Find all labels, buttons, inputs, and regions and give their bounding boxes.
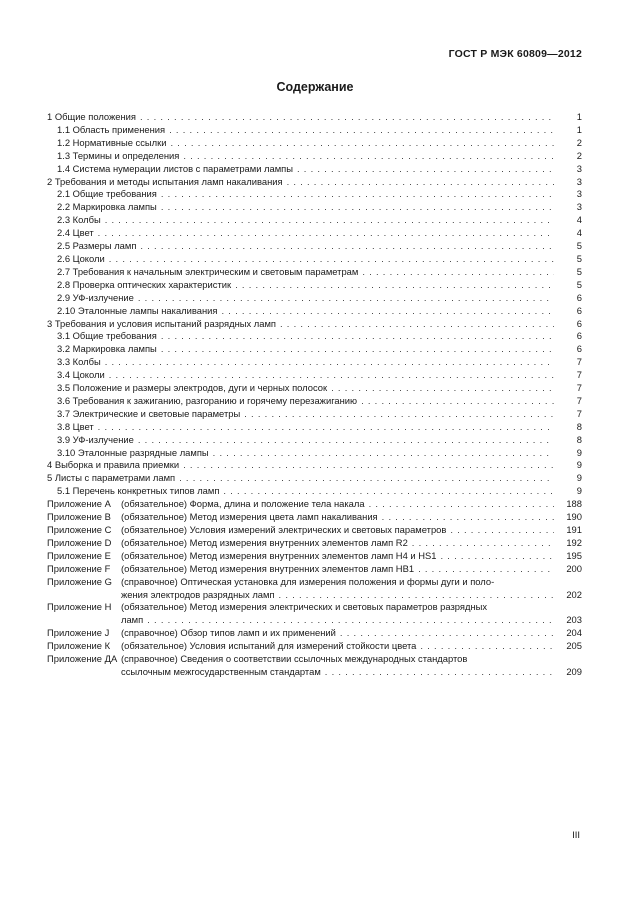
appendix-title: (обязательное) Метод измерения внутренних элементов ламп НВ1 (121, 562, 415, 574)
dot-leader (98, 421, 554, 434)
page-title: Содержание (276, 80, 354, 94)
toc-entry[interactable] (47, 447, 582, 460)
appendix-body (121, 563, 582, 576)
toc-entry[interactable] (47, 253, 582, 266)
toc-entry-title: 2.9 УФ-излучение (57, 291, 134, 303)
page-number: III (572, 830, 580, 841)
toc-entry-page: 5 (576, 240, 582, 252)
appendix-line (121, 627, 582, 640)
appendix-line (121, 524, 582, 537)
appendix-body (121, 627, 582, 640)
toc-entry-title: 1.4 Система нумерации листов с параметрами лампы (57, 162, 293, 174)
toc-entry-title: 3.5 Положение и размеры электродов, дуги и черных полосок (57, 382, 328, 394)
appendix-page: 205 (566, 640, 582, 652)
toc-entry-title: 2.3 Колбы (57, 214, 101, 226)
appendix-label: Приложение G (47, 575, 112, 587)
appendix-line (121, 550, 582, 563)
appendix-entry[interactable] (47, 640, 582, 653)
appendix-body (121, 498, 582, 511)
toc-entry[interactable] (47, 240, 582, 253)
toc-entry-page: 8 (576, 420, 582, 432)
dot-leader (138, 292, 554, 305)
dot-leader (450, 524, 554, 537)
toc-entry[interactable] (47, 434, 582, 447)
appendix-label: Приложение А (47, 498, 111, 510)
appendix-title: (обязательное) Метод измерения электрических и световых параметров разрядных (121, 601, 488, 613)
toc-entry[interactable] (47, 124, 582, 137)
dot-leader (105, 356, 554, 369)
dot-leader (412, 537, 554, 550)
toc-entry-page: 2 (576, 149, 582, 161)
toc-entry-page: 8 (576, 433, 582, 445)
dot-leader (221, 305, 554, 318)
toc-entry[interactable] (47, 176, 582, 189)
dot-leader (109, 253, 554, 266)
appendix-label: Приложение Е (47, 549, 111, 561)
toc-entry-title: 3.8 Цвет (57, 420, 94, 432)
appendix-page: 188 (566, 498, 582, 510)
appendix-body (121, 601, 582, 627)
dot-leader (362, 266, 554, 279)
toc-entry-page: 9 (576, 472, 582, 484)
dot-leader (105, 214, 554, 227)
toc-entry-page: 1 (576, 111, 582, 122)
dot-leader (361, 395, 554, 408)
appendix-title: (обязательное) Метод измерения внутренних элементов ламп Н4 и HS1 (121, 549, 437, 561)
appendix-line (121, 640, 582, 653)
toc-entry-title: 3.9 УФ-излучение (57, 433, 134, 445)
appendix-page: 203 (566, 614, 582, 626)
appendix-entry[interactable] (47, 563, 582, 576)
appendix-page: 200 (566, 562, 582, 574)
toc-entry[interactable] (47, 318, 582, 331)
appendix-line (121, 563, 582, 576)
toc-entry-title: 3 Требования и условия испытаний разрядных ламп (47, 317, 276, 329)
appendix-body (121, 576, 582, 602)
toc-entry-title: 2.2 Маркировка лампы (57, 201, 157, 213)
appendix-page: 192 (566, 536, 582, 548)
toc-entry[interactable] (47, 421, 582, 434)
toc-entry-title: 3.6 Требования к зажиганию, разгоранию и горячему перезажиганию (57, 394, 358, 406)
toc-entry-page: 3 (576, 162, 582, 174)
toc-entry-title: 3.1 Общие требования (57, 330, 157, 342)
dot-leader (147, 614, 554, 627)
toc-entry-page: 6 (576, 317, 582, 329)
appendix-page: 190 (566, 511, 582, 523)
toc-entry-title: 2 Требования и методы испытания ламп накаливания (47, 175, 283, 187)
appendix-label: Приложение С (47, 524, 112, 535)
appendix-label: Приложение F (47, 562, 111, 574)
appendix-line (121, 537, 582, 550)
dot-leader (297, 163, 554, 176)
toc-entry-title: 1.3 Термины и определения (57, 149, 180, 161)
dot-leader (325, 666, 554, 679)
dot-leader (244, 408, 554, 421)
dot-leader (169, 124, 554, 137)
toc-entry[interactable] (47, 201, 582, 214)
appendix-title: ламп (121, 614, 144, 626)
appendix-entry[interactable] (47, 511, 582, 524)
dot-leader (98, 227, 554, 240)
dot-leader (280, 318, 554, 331)
appendix-title: (справочное) Сведения о соответствии ссылочных международных стандартов (121, 653, 468, 665)
toc-entry-page: 5 (576, 265, 582, 277)
appendix-page: 191 (566, 524, 582, 535)
dot-leader (223, 485, 554, 498)
toc-entry[interactable] (47, 292, 582, 305)
dot-leader (161, 343, 554, 356)
toc-entry[interactable] (47, 369, 582, 382)
toc-entry[interactable] (47, 227, 582, 240)
appendix-body (121, 524, 582, 537)
dot-leader (279, 589, 554, 602)
appendix-page: 195 (566, 549, 582, 561)
dot-leader (331, 382, 554, 395)
dot-leader (369, 498, 554, 511)
toc-entry-page: 6 (576, 304, 582, 316)
toc-entry[interactable] (47, 137, 582, 150)
dot-leader (161, 201, 554, 214)
dot-leader (170, 137, 554, 150)
toc-entry-title: 3.10 Эталонные разрядные лампы (57, 446, 209, 458)
toc-entry-page: 2 (576, 136, 582, 148)
toc-entry-page: 7 (576, 394, 582, 406)
appendix-body (121, 640, 582, 653)
toc-entry-title: 2.4 Цвет (57, 227, 94, 239)
appendix-label: Приложение D (47, 536, 112, 548)
appendix-label: Приложение Н (47, 601, 112, 613)
dot-leader (340, 627, 554, 640)
appendix-label: Приложение ДА (47, 653, 118, 665)
dot-leader (109, 369, 554, 382)
appendix-title: (обязательное) Форма, длина и положение тела накала (121, 498, 365, 510)
dot-leader (183, 459, 554, 472)
toc-entry-page: 5 (576, 252, 582, 264)
toc-entry[interactable] (47, 343, 582, 356)
dot-leader (420, 640, 554, 653)
appendix-title: (справочное) Оптическая установка для измерения положения и формы дуги и поло- (121, 575, 495, 587)
toc-entry-title: 1.1 Область применения (57, 123, 166, 135)
appendix-title: (обязательное) Условия измерений электрических и световых параметров (121, 524, 447, 535)
toc-entry-page: 3 (576, 201, 582, 213)
appendix-entry[interactable] (47, 576, 582, 602)
appendix-entry[interactable] (47, 550, 582, 563)
dot-leader (418, 563, 554, 576)
toc-entry-page: 7 (576, 356, 582, 368)
toc-entry-page: 3 (576, 175, 582, 187)
toc-entry-page: 6 (576, 330, 582, 342)
toc-entry-page: 3 (576, 188, 582, 200)
toc-entry[interactable] (47, 472, 582, 485)
toc-entry[interactable] (47, 305, 582, 318)
toc-entry-page: 9 (576, 485, 582, 497)
appendix-entry[interactable] (47, 601, 582, 627)
toc-entry[interactable] (47, 214, 582, 227)
appendix-entry[interactable] (47, 627, 582, 640)
toc-entry-title: 4 Выборка и правила приемки (47, 459, 180, 471)
appendix-line (121, 511, 582, 524)
toc-entry-page: 6 (576, 343, 582, 355)
appendix-page: 204 (566, 627, 582, 639)
dot-leader (183, 150, 554, 163)
toc-entry[interactable] (47, 188, 582, 201)
toc-entry-page: 7 (576, 369, 582, 381)
appendix-line (121, 498, 582, 511)
appendix-entry[interactable] (47, 524, 582, 537)
appendix-entry[interactable] (47, 498, 582, 511)
standard-number: ГОСТ Р МЭК 60809—2012 (448, 48, 582, 60)
toc-entry-page: 5 (576, 278, 582, 290)
appendix-title: (обязательное) Метод измерения цвета ламп накаливания (121, 511, 378, 523)
toc-entry-title: 2.10 Эталонные лампы накаливания (57, 304, 218, 316)
appendix-page: 202 (566, 588, 582, 600)
dot-leader (161, 188, 554, 201)
appendix-title: жения электродов разрядных ламп (121, 588, 275, 600)
dot-leader (287, 176, 554, 189)
toc-entry-title: 2.6 Цоколи (57, 252, 105, 264)
appendix-title: (обязательное) Условия испытаний для измерений стойкости цвета (121, 640, 417, 652)
appendix-label: Приложение К (47, 640, 111, 652)
toc-entry-page: 7 (576, 382, 582, 394)
toc-entry[interactable] (47, 150, 582, 163)
toc-entry-page: 4 (576, 227, 582, 239)
dot-leader (140, 240, 554, 253)
toc-entry-title: 1.2 Нормативные ссылки (57, 136, 167, 148)
toc-entry[interactable] (47, 356, 582, 369)
dot-leader (440, 550, 554, 563)
toc-entry[interactable] (47, 395, 582, 408)
toc-entry-title: 2.8 Проверка оптических характеристик (57, 278, 232, 290)
toc-entry-title: 3.7 Электрические и световые параметры (57, 407, 241, 419)
toc-entry[interactable] (47, 382, 582, 395)
appendix-title: ссылочным межгосударственным стандартам (121, 665, 321, 677)
toc-entry-title: 5.1 Перечень конкретных типов ламп (57, 485, 220, 497)
toc-entry[interactable] (47, 266, 582, 279)
appendix-body (121, 511, 582, 524)
appendix-body (121, 653, 582, 679)
dot-leader (161, 330, 554, 343)
toc-entry-title: 3.3 Колбы (57, 356, 101, 368)
appendix-body (121, 550, 582, 563)
toc-entry[interactable] (47, 330, 582, 343)
dot-leader (140, 111, 554, 124)
dot-leader (235, 279, 554, 292)
toc-entry-title: 3.2 Маркировка лампы (57, 343, 157, 355)
appendix-title: (обязательное) Метод измерения внутренних элементов ламп R2 (121, 536, 408, 548)
toc-entry-title: 3.4 Цоколи (57, 369, 105, 381)
toc-entry[interactable] (47, 485, 582, 498)
toc-entry-title: 2.1 Общие требования (57, 188, 157, 200)
dot-leader (213, 447, 554, 460)
dot-leader (138, 434, 554, 447)
appendix-line (121, 666, 582, 679)
toc-entry-page: 9 (576, 446, 582, 458)
appendix-entry[interactable] (47, 653, 582, 679)
toc-entry[interactable] (47, 163, 582, 176)
toc-entry[interactable] (47, 111, 582, 124)
appendix-body (121, 537, 582, 550)
toc-entry[interactable] (47, 279, 582, 292)
toc-entry-page: 7 (576, 407, 582, 419)
appendix-line (121, 589, 582, 602)
toc-entry-title: 2.7 Требования к начальным электрическим и световым параметрам (57, 265, 359, 277)
toc-entry-page: 1 (576, 123, 582, 135)
dot-leader (179, 472, 554, 485)
toc-entry-page: 9 (576, 459, 582, 471)
toc-entry[interactable] (47, 408, 582, 421)
table-of-contents (47, 111, 582, 679)
appendix-title: (справочное) Обзор типов ламп и их применений (121, 627, 336, 639)
appendix-page: 209 (566, 665, 582, 677)
toc-entry[interactable] (47, 459, 582, 472)
toc-entry-title: 5 Листы с параметрами ламп (47, 472, 176, 484)
toc-entry-page: 6 (576, 291, 582, 303)
dot-leader (382, 511, 554, 524)
toc-entry-title: 2.5 Размеры ламп (57, 240, 137, 252)
appendix-label: Приложение J (47, 627, 110, 639)
appendix-label: Приложение В (47, 511, 111, 523)
toc-entry-page: 4 (576, 214, 582, 226)
appendix-entry[interactable] (47, 537, 582, 550)
toc-entry-title: 1 Общие положения (47, 111, 136, 122)
appendix-line (121, 614, 582, 627)
